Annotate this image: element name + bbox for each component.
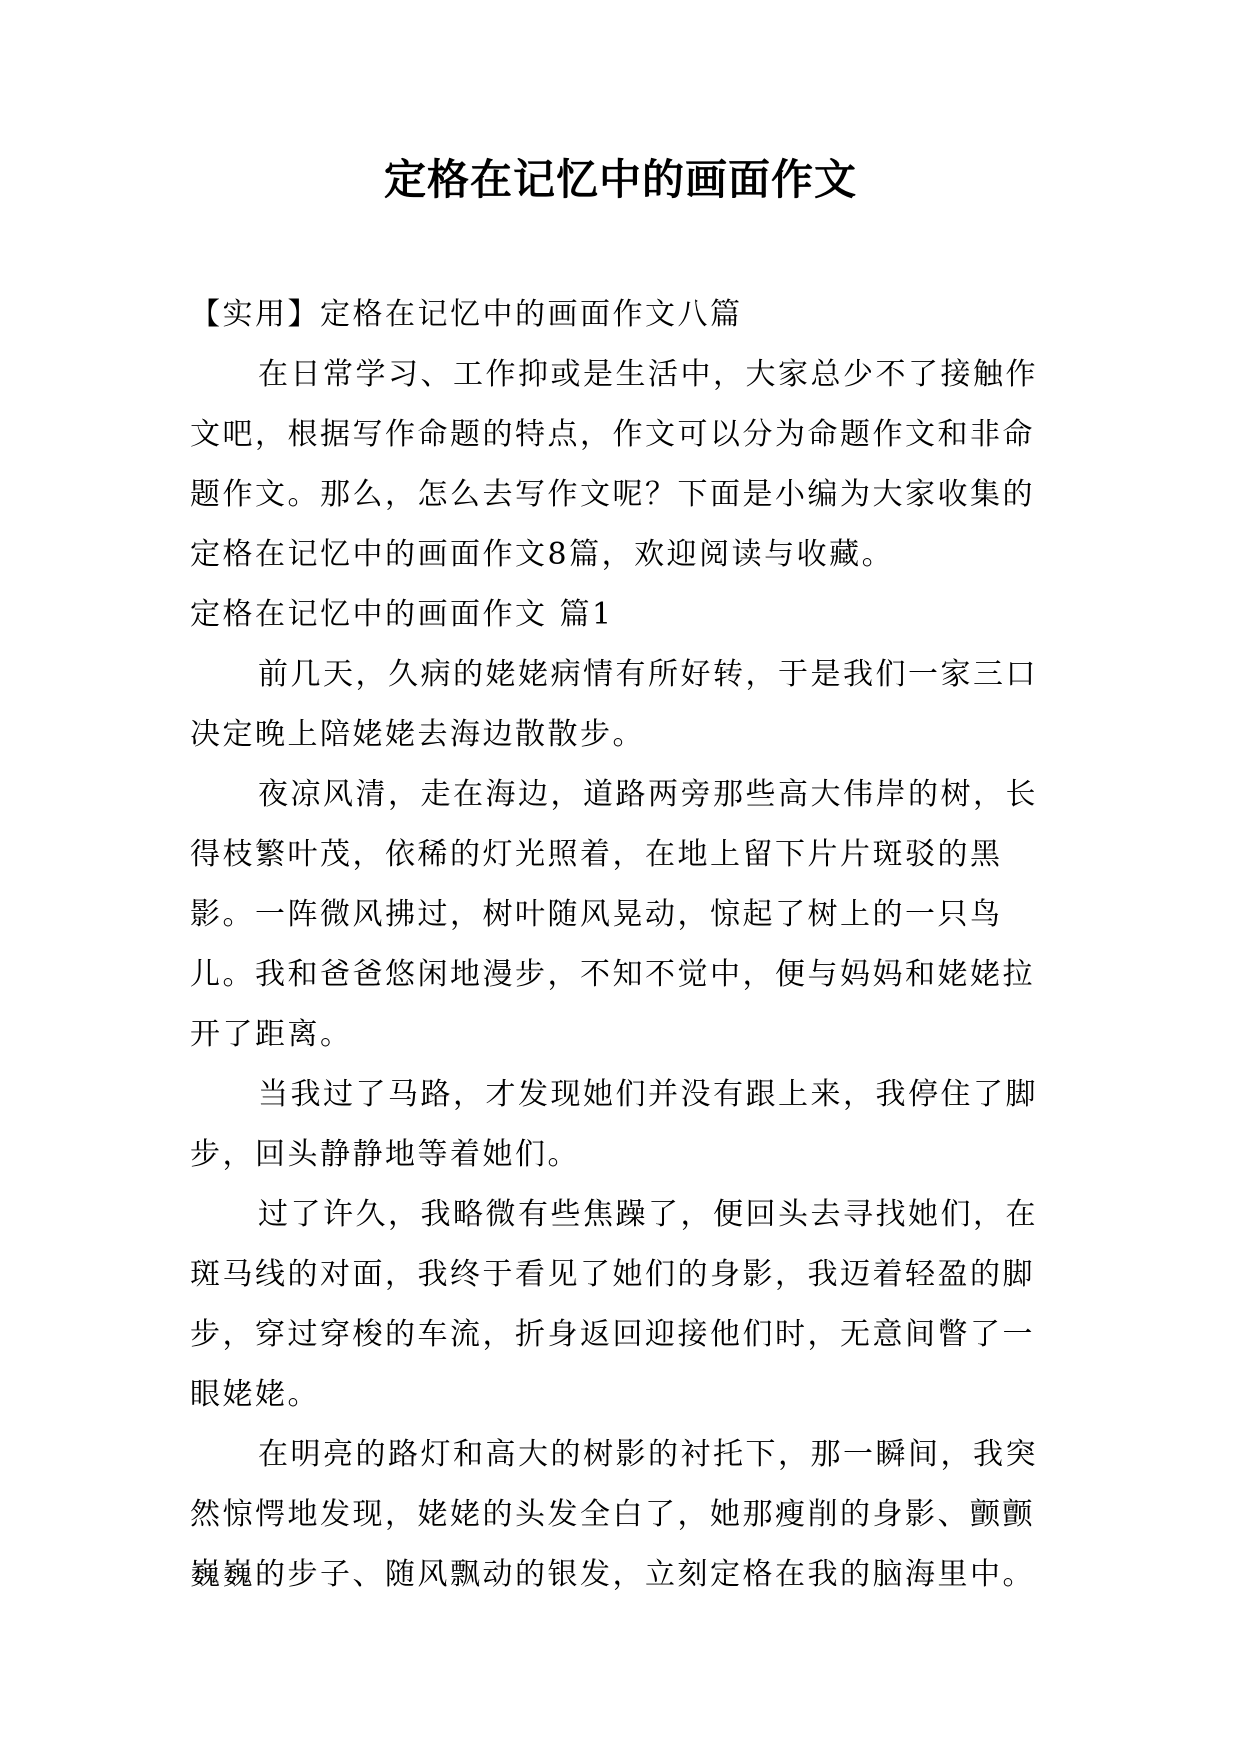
body-paragraph: 在明亮的路灯和高大的树影的衬托下，那一瞬间，我突然惊愕地发现，姥姥的头发全白了，她那瘦削的身影、颤颤巍巍的步子、随风飘动的银发，立刻定格在我的脑海里中。 — [190, 1437, 1038, 1592]
body-paragraph: 过了许久，我略微有些焦躁了，便回头去寻找她们，在斑马线的对面，我终于看见了她们的身影，我迈着轻盈的脚步，穿过穿梭的车流，折身返回迎接他们时，无意间瞥了一眼姥姥。 — [190, 1197, 1038, 1412]
document-body — [190, 285, 1060, 1605]
intro-paragraph: 在日常学习、工作抑或是生活中，大家总少不了接触作文吧，根据写作命题的特点，作文可以分为命题作文和非命题作文。那么，怎么去写作文呢？下面是小编为大家收集的定格在记忆中的画面作文8篇，欢迎阅读与收藏。 — [190, 357, 1038, 572]
body-paragraph: 前几天，久病的姥姥病情有所好转，于是我们一家三口决定晚上陪姥姥去海边散散步。 — [190, 657, 1038, 752]
document-subtitle: 【实用】定格在记忆中的画面作文八篇 — [190, 297, 743, 332]
document-title: 定格在记忆中的画面作文 — [383, 155, 857, 204]
body-paragraph: 夜凉风清，走在海边，道路两旁那些高大伟岸的树，长得枝繁叶茂，依稀的灯光照着，在地上留下片片斑驳的黑影。一阵微风拂过，树叶随风晃动，惊起了树上的一只鸟儿。我和爸爸悠闲地漫步，不知不觉中，便与妈妈和姥姥拉开了距离。 — [190, 777, 1038, 1052]
section-heading: 定格在记忆中的画面作文 篇1 — [190, 597, 614, 632]
body-paragraph: 当我过了马路，才发现她们并没有跟上来，我停住了脚步，回头静静地等着她们。 — [190, 1077, 1038, 1172]
